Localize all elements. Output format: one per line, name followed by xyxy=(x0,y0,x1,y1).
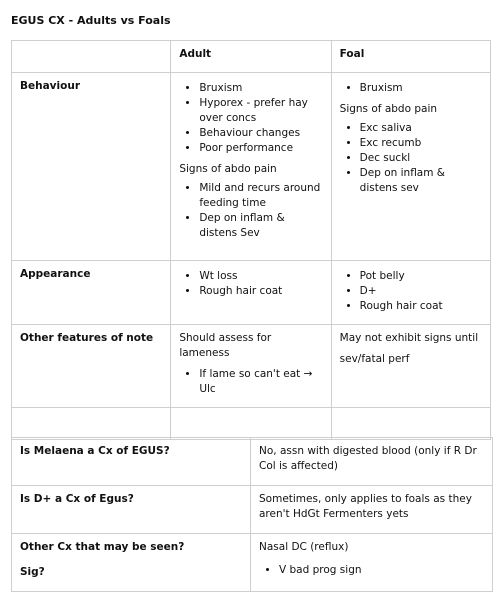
appearance-foal-list xyxy=(340,269,482,314)
list-item: • Dec suckl xyxy=(360,151,482,166)
empty-row xyxy=(12,408,491,440)
behaviour-foal-cell xyxy=(331,73,490,261)
list-item: • Dep on inflam & distens Sev xyxy=(199,211,322,241)
other-features-row xyxy=(12,325,491,408)
behaviour-row xyxy=(12,73,491,261)
list-item: • Bruxism xyxy=(360,81,482,96)
other-features-foal-text: May not exhibit signs until xyxy=(339,332,479,344)
appearance-foal-cell xyxy=(331,261,490,325)
page-title: EGUS CX - Adults vs Foals xyxy=(11,14,171,27)
list-item: • Wt loss xyxy=(199,269,322,284)
other-cx-sig-question: Sig? xyxy=(20,566,45,578)
list-item: • Behaviour changes xyxy=(199,126,322,141)
other-features-adult-cell xyxy=(171,325,331,408)
diarrhoea-answer: Sometimes, only applies to foals as they aren't HdGt Fermenters yets xyxy=(251,486,493,534)
adult-vs-foal-table xyxy=(11,40,491,440)
list-item: • Rough hair coat xyxy=(199,284,322,299)
other-cx-answer: Nasal DC (reflux) xyxy=(259,541,349,553)
list-item: • Hyporex - prefer hay over concs xyxy=(199,96,322,126)
appearance-adult-cell xyxy=(171,261,331,325)
header-foal: Foal xyxy=(331,41,490,73)
behaviour-foal-subheading: Signs of abdo pain xyxy=(339,103,438,115)
other-cx-answer-list xyxy=(259,563,484,578)
other-cx-question-cell xyxy=(12,534,251,592)
behaviour-adult-subheading: Signs of abdo pain xyxy=(179,163,277,175)
list-item: • If lame so can't eat → Ulc xyxy=(199,367,322,397)
behaviour-foal-list xyxy=(340,81,482,96)
table-header-row xyxy=(12,41,491,73)
melaena-answer: No, assn with digested blood (only if R Dr Col is affected) xyxy=(251,438,493,486)
other-features-adult-list xyxy=(179,367,322,397)
appearance-adult-list xyxy=(179,269,322,299)
list-item: • Exc saliva xyxy=(360,121,482,136)
other-features-adult-text: Should assess for lameness xyxy=(179,332,272,359)
appearance-row xyxy=(12,261,491,325)
empty-cell xyxy=(12,408,171,440)
other-features-foal-text-2: sev/fatal perf xyxy=(339,353,410,365)
behaviour-adult-cell xyxy=(171,73,331,261)
list-item: • Bruxism xyxy=(199,81,322,96)
other-cx-row xyxy=(12,534,493,592)
list-item: • Poor performance xyxy=(199,141,322,156)
empty-cell xyxy=(331,408,490,440)
list-item: • V bad prog sign xyxy=(279,563,484,578)
behaviour-label: Behaviour xyxy=(12,73,171,261)
list-item: • Mild and recurs around feeding time xyxy=(199,181,322,211)
list-item: • Exc recumb xyxy=(360,136,482,151)
melaena-row xyxy=(12,438,493,486)
diarrhoea-question: Is D+ a Cx of Egus? xyxy=(12,486,251,534)
other-cx-question: Other Cx that may be seen? xyxy=(20,541,185,553)
diarrhoea-row xyxy=(12,486,493,534)
list-item: • Pot belly xyxy=(360,269,482,284)
other-cx-answer-cell xyxy=(251,534,493,592)
behaviour-adult-list-2 xyxy=(179,181,322,241)
behaviour-adult-list xyxy=(179,81,322,156)
melaena-question: Is Melaena a Cx of EGUS? xyxy=(12,438,251,486)
appearance-label: Appearance xyxy=(12,261,171,325)
list-item: • Dep on inflam & distens sev xyxy=(360,166,482,196)
header-empty-cell xyxy=(12,41,171,73)
header-adult: Adult xyxy=(171,41,331,73)
other-features-foal-cell xyxy=(331,325,490,408)
behaviour-foal-list-2 xyxy=(340,121,482,196)
list-item: • D+ xyxy=(360,284,482,299)
egus-questions-table xyxy=(11,437,493,592)
other-features-label: Other features of note xyxy=(12,325,171,408)
empty-cell xyxy=(171,408,331,440)
list-item: • Rough hair coat xyxy=(360,299,482,314)
